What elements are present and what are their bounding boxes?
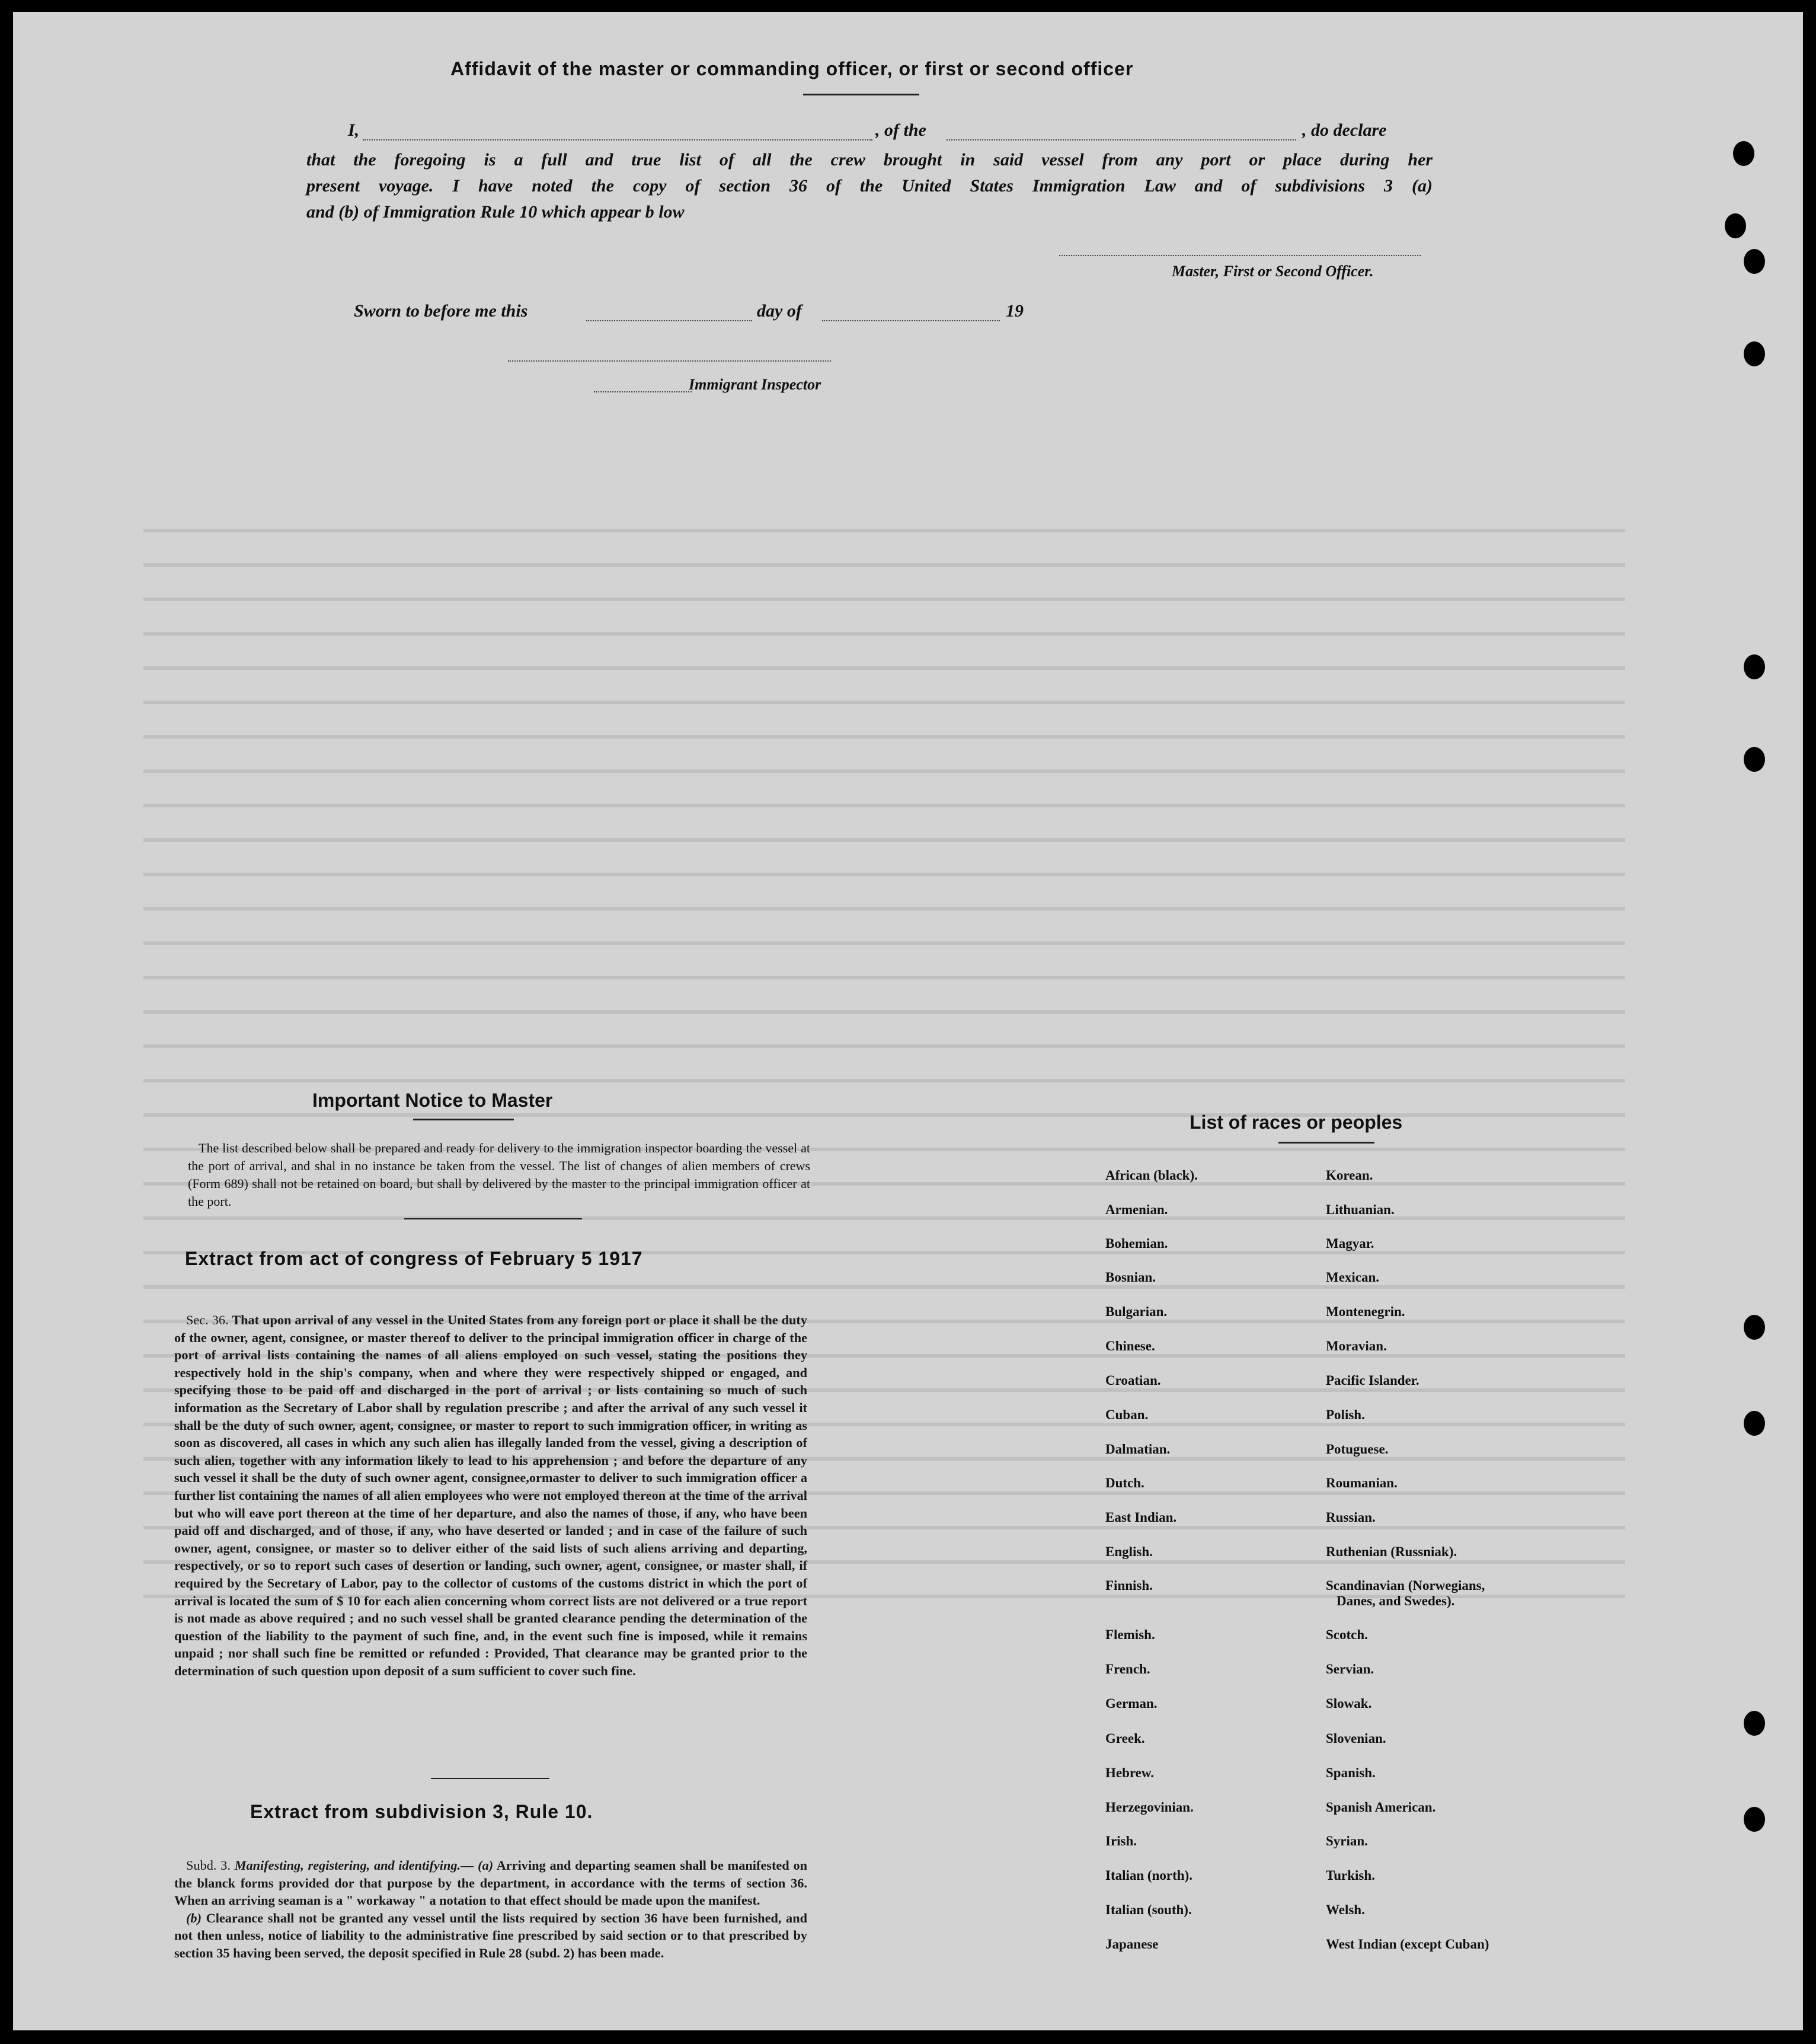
inspector-signature-blank-2[interactable] — [594, 391, 692, 392]
race-item: Hebrew. — [1105, 1765, 1154, 1780]
race-item: Herzegovinian. — [1105, 1800, 1194, 1815]
sworn-day-of: day of — [757, 301, 802, 321]
race-item: Danes, and Swedes). — [1337, 1593, 1455, 1608]
race-item: Dalmatian. — [1105, 1442, 1171, 1457]
race-item: Montenegrin. — [1326, 1304, 1405, 1319]
race-item: Servian. — [1326, 1662, 1374, 1676]
race-item: French. — [1105, 1662, 1150, 1676]
affidavit-do-declare: , do declare — [1302, 120, 1387, 140]
notice-body: The list described below shall be prepared and ready for delivery to the immigration inspector boarding the vessel at the port of arrival, and shal in no instance be taken from the vessel. The list of changes of alien members of crews (Form 689) shall not be retained on board, but shall by delivered by the master to the principal immigration officer at the port. — [188, 1141, 810, 1209]
punch-hole-icon — [1744, 1807, 1765, 1832]
manifest-sheet — [13, 12, 1803, 2030]
race-item: Slowak. — [1326, 1696, 1372, 1711]
affidavit-body — [306, 147, 1433, 225]
race-item: Syrian. — [1326, 1834, 1368, 1848]
race-item: Moravian. — [1326, 1339, 1387, 1353]
punch-hole-icon — [1733, 141, 1754, 166]
sworn-year-prefix: 19 — [1006, 301, 1024, 321]
race-item: Bosnian. — [1105, 1270, 1156, 1285]
affidavit-body-line-2: that the foregoing is a full and true list of all the crew brought in said vessel from any port or place during her — [306, 150, 1433, 170]
sworn-day-blank[interactable] — [586, 320, 752, 321]
race-item: Dutch. — [1105, 1475, 1144, 1490]
race-item: Lithuanian. — [1326, 1202, 1395, 1217]
master-signature-label: Master, First or Second Officer. — [1172, 263, 1374, 280]
punch-hole-icon — [1744, 249, 1765, 274]
races-title: List of races or peoples — [1190, 1112, 1403, 1133]
affidavit-i: I, — [348, 120, 360, 140]
race-item: Russian. — [1326, 1510, 1376, 1525]
notice-title: Important Notice to Master — [312, 1090, 553, 1111]
race-item: Pacific Islander. — [1326, 1373, 1419, 1388]
sworn-line — [354, 301, 1065, 325]
inspector-label: Immigrant Inspector — [689, 376, 821, 393]
race-item: Armenian. — [1105, 1202, 1168, 1217]
race-item: English. — [1105, 1544, 1153, 1559]
affidavit-body-line-3: present voyage. I have noted the copy of section 36 of the United States Immigration Law and of subdivisions 3 (a) — [306, 176, 1433, 196]
race-item: Magyar. — [1326, 1236, 1374, 1251]
punch-hole-icon — [1744, 1711, 1765, 1736]
act-divider — [431, 1778, 549, 1779]
race-item: Irish. — [1105, 1834, 1137, 1848]
race-item: Bohemian. — [1105, 1236, 1168, 1251]
race-item: Welsh. — [1326, 1902, 1365, 1917]
race-item: Italian (north). — [1105, 1868, 1192, 1883]
race-item: African (black). — [1105, 1168, 1198, 1183]
race-item: Mexican. — [1326, 1270, 1380, 1285]
race-item: Scotch. — [1326, 1627, 1368, 1642]
rule-subd-a: Arriving and departing seamen shall be manifested on the blanck forms provided dor that purpose by the department, in accordance with the terms of section 36. When an arriving seaman is a " workaway " a notation to that effect should be made upon the manifest. — [174, 1858, 807, 1908]
affidavit-title-underline — [803, 94, 919, 95]
race-item: West Indian (except Cuban) — [1326, 1937, 1489, 1952]
rule-subd-heading: Manifesting, registering, and identifying.— (a) — [234, 1858, 494, 1873]
race-item: Chinese. — [1105, 1339, 1155, 1353]
rule-extract-body — [174, 1857, 807, 1962]
punch-hole-icon — [1725, 213, 1746, 238]
punch-hole-icon — [1744, 747, 1765, 772]
notice-divider — [404, 1218, 582, 1219]
affidavit-line-1 — [306, 120, 1433, 144]
race-item: Potuguese. — [1326, 1442, 1389, 1457]
race-item: Korean. — [1326, 1168, 1373, 1183]
race-item: Slovenian. — [1326, 1731, 1386, 1746]
act-sec-label: Sec. 36. — [186, 1312, 229, 1327]
punch-hole-icon — [1744, 1411, 1765, 1436]
race-item: Turkish. — [1326, 1868, 1375, 1883]
race-item: Japanese — [1105, 1937, 1159, 1952]
affidavit-body-line-4: and (b) of Immigration Rule 10 which appear b low — [306, 202, 685, 222]
sworn-label: Sworn to before me this — [354, 301, 528, 321]
rule-extract-title: Extract from subdivision 3, Rule 10. — [250, 1801, 593, 1822]
race-item: Ruthenian (Russniak). — [1326, 1544, 1457, 1559]
race-item: Italian (south). — [1105, 1902, 1192, 1917]
race-item: German. — [1105, 1696, 1158, 1711]
race-item: Finnish. — [1105, 1578, 1153, 1593]
inspector-signature-blank[interactable] — [508, 360, 831, 362]
affidavit-title: Affidavit of the master or commanding officer, or first or second officer — [450, 58, 1134, 79]
race-item: Spanish American. — [1326, 1800, 1436, 1815]
rule-subd-b-label: (b) — [186, 1910, 202, 1925]
affidavit-of-the: , of the — [875, 120, 926, 140]
act-extract-title: Extract from act of congress of February 5 1917 — [185, 1248, 643, 1269]
races-column-left — [1105, 1168, 1313, 1950]
race-item: Flemish. — [1105, 1627, 1155, 1642]
race-item: Roumanian. — [1326, 1475, 1398, 1490]
race-item: Bulgarian. — [1105, 1304, 1168, 1319]
act-extract-body — [174, 1311, 807, 1679]
punch-hole-icon — [1744, 654, 1765, 679]
rule-subd-label: Subd. 3. — [186, 1858, 231, 1873]
race-item: Spanish. — [1326, 1765, 1376, 1780]
races-title-underline — [1278, 1142, 1374, 1144]
race-item: Scandinavian (Norwegians, — [1326, 1578, 1485, 1593]
punch-hole-icon — [1744, 1315, 1765, 1340]
notice-title-underline — [413, 1119, 514, 1120]
master-signature-blank[interactable] — [1059, 255, 1421, 256]
race-item: Cuban. — [1105, 1407, 1149, 1422]
races-column-right — [1326, 1168, 1563, 1950]
punch-hole-icon — [1744, 341, 1765, 366]
race-item: Polish. — [1326, 1407, 1365, 1422]
race-item: Greek. — [1105, 1731, 1145, 1746]
sworn-month-blank[interactable] — [822, 320, 1000, 321]
race-item: East Indian. — [1105, 1510, 1177, 1525]
affidavit-name-blank[interactable] — [363, 139, 872, 140]
act-body-text: That upon arrival of any vessel in the United States from any foreign port or place it shall be the duty of the owner, agent, consignee, or master thereof to deliver to the principal immigration officer in charge of the port of arrival lists containing the names of all aliens employed on such vessel, stating the positions they respectively hold in the ship's company, when and where they were respectively shipped or engaged, and specifying those to be paid off and discharged in the port of arrival ; or lists containing so much of such information as the Secretary of Labor shall by regulation prescribe ; and after the arrival of any such vessel it shall be the duty of such owner, agent, consignee, or master to report to such immigration officer, in writing as soon as discovered, all cases in which any such alien has illegally landed from the vessel, giving a description of such alien, together with any information likely to lead to his apprehension ; and before the departure of any such vessel it shall be the duty of such owner agent, consignee,ormaster to deliver to such immigration officer a further list containing the names of all alien employees who were not employed thereon at the time of the arrival but who will eave port thereon at the time of her departure, and also the names of those, if any, who have been paid off and discharged, and of those, if any, who have deserted or landed ; and in case of the failure of such owner, agent, consignee, or master so to deliver either of the said lists of such aliens arriving and departing, respectively, or so to report such cases of desertion or landing, such owner, agent, consignee, or master shall, if required by the Secretary of Labor, pay to the collector of customs of the customs district in which the port of arrival is located the sum of $ 10 for each alien concerning whom correct lists are not delivered or a true report is not made as above required ; and no such vessel shall be granted clearance pending the determination of the question of the liability to the payment of such fine, and, in the event such fine is imposed, while it remains unpaid ; nor shall such fine be remitted or refunded : Provided, That clearance may be granted prior to the determination of such question upon deposit of a sum sufficient to cover such fine. — [174, 1312, 808, 1678]
rule-subd-b-text: Clearance shall not be granted any vessel until the lists required by section 36 have been furnished, and not then unless, notice of liability to the administrative fine prescribed by said section or to that prescribed by section 35 having been served, the deposit specified in Rule 28 (subd. 2) has been made. — [174, 1910, 807, 1960]
affidavit-vessel-blank[interactable] — [947, 139, 1296, 140]
race-item: Croatian. — [1105, 1373, 1161, 1388]
